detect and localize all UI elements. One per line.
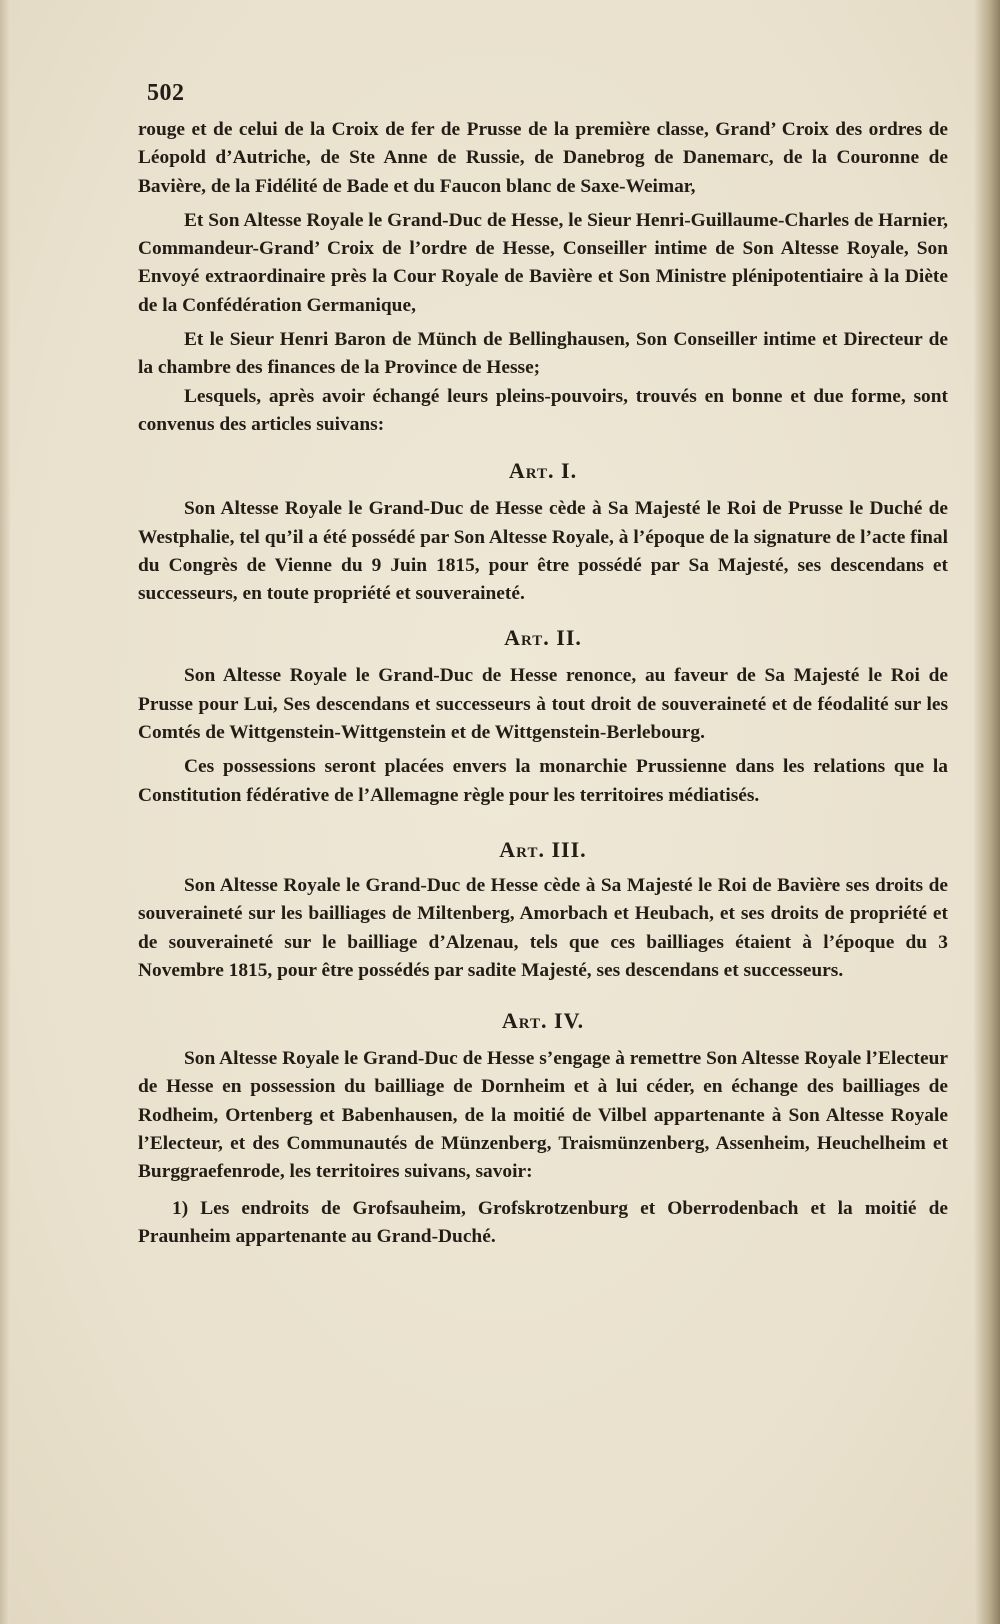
article-2-paragraph-1: Son Altesse Royale le Grand-Duc de Hesse renonce, au faveur de Sa Majesté le Roi de Prusse pour Lui, Ses descendans et successeurs à tout droit de souveraineté et de féodalité sur les Comtés de Wittgenstein-Wittgenstein et de Wittgenstein-Berlebourg.: [138, 665, 948, 744]
article-1-paragraph-1: Son Altesse Royale le Grand-Duc de Hesse cède à Sa Majesté le Roi de Prusse le Duché de Westphalie, tel qu’il a été possédé par Son Altesse Royale, à l’époque de la signature de l’acte final du Congrès de Vienne du 9 Juin 1815, pour être possédé par Sa Majesté, ses descendans et successeurs, en toute propriété et souveraineté.: [138, 498, 948, 605]
article-3-paragraph-1: Son Altesse Royale le Grand-Duc de Hesse cède à Sa Majesté le Roi de Bavière ses droits de souveraineté sur les bailliages de Miltenberg, Amorbach et Heubach, et ses droits de propriété et de souveraineté sur le bailliage d’Alzenau, tels que ces bailliages étaient à l’époque du 3 Novembre 1815, pour être possédés par sadite Majesté, ses descendans et successeurs.: [138, 874, 948, 981]
right-page-edge: [974, 0, 1000, 1624]
article-4-paragraph-1: Son Altesse Royale le Grand-Duc de Hesse s’engage à remettre Son Altesse Royale l’Electeur de Hesse en possession du bailliage de Dornheim et à lui céder, en échange des bailliages de Rodheim, Ortenberg et Babenhausen, de la moitié de Vilbel appartenante à Son Altesse Royale l’Electeur, et des Communautés de Münzenberg, Traismünzenberg, Assenheim, Heuchelheim et Burggraefenrode, les territoires suivans, savoir:: [138, 1048, 948, 1183]
intro-paragraph-1: rouge et de celui de la Croix de fer de Prusse de la première classe, Grand’ Croix des ordres de Léopold d’Autriche, de Ste Anne de Russie, de Danebrog de Danemarc, de la Couronne de Bavière, de la Fidélité de Bade et du Faucon blanc de Saxe-Weimar,: [138, 119, 948, 197]
document-body: [138, 116, 948, 1251]
intro-paragraph-2: Et Son Altesse Royale le Grand-Duc de Hesse, le Sieur Henri-Guillaume-Charles de Harnier, Commandeur-Grand’ Croix de l’ordre de Hesse, Conseiller intime de Son Altesse Royale, Son Envoyé extraordinaire près la Cour Royale de Bavière et Son Ministre plénipotentiaire à la Diète de la Confédération Germanique,: [138, 209, 948, 316]
left-page-edge: [0, 0, 10, 1624]
article-2-paragraph-2: Ces possessions seront placées envers la monarchie Prussienne dans les relations que la Constitution fédérative de l’Allemagne règle pour les territoires médiatisés.: [138, 756, 948, 806]
article-4-heading: Art. IV.: [501, 1008, 585, 1034]
article-4-item-1: 1) Les endroits de Grofsauheim, Grofskrotzenburg et Oberrodenbach et la moitié de Praunheim appartenante au Grand-Duché.: [138, 1197, 948, 1247]
article-3-heading: Art. III.: [499, 836, 587, 862]
intro-paragraph-4: Lesquels, après avoir échangé leurs pleins-pouvoirs, trouvés en bonne et due forme, sont convenus des articles suivans:: [138, 385, 948, 435]
article-1-heading: Art. I.: [508, 458, 578, 484]
page-number: 502: [147, 80, 185, 106]
intro-paragraph-3: Et le Sieur Henri Baron de Münch de Bellinghausen, Son Conseiller intime et Directeur de la chambre des finances de la Province de Hesse;: [138, 329, 948, 379]
article-2-heading: Art. II.: [504, 625, 582, 651]
